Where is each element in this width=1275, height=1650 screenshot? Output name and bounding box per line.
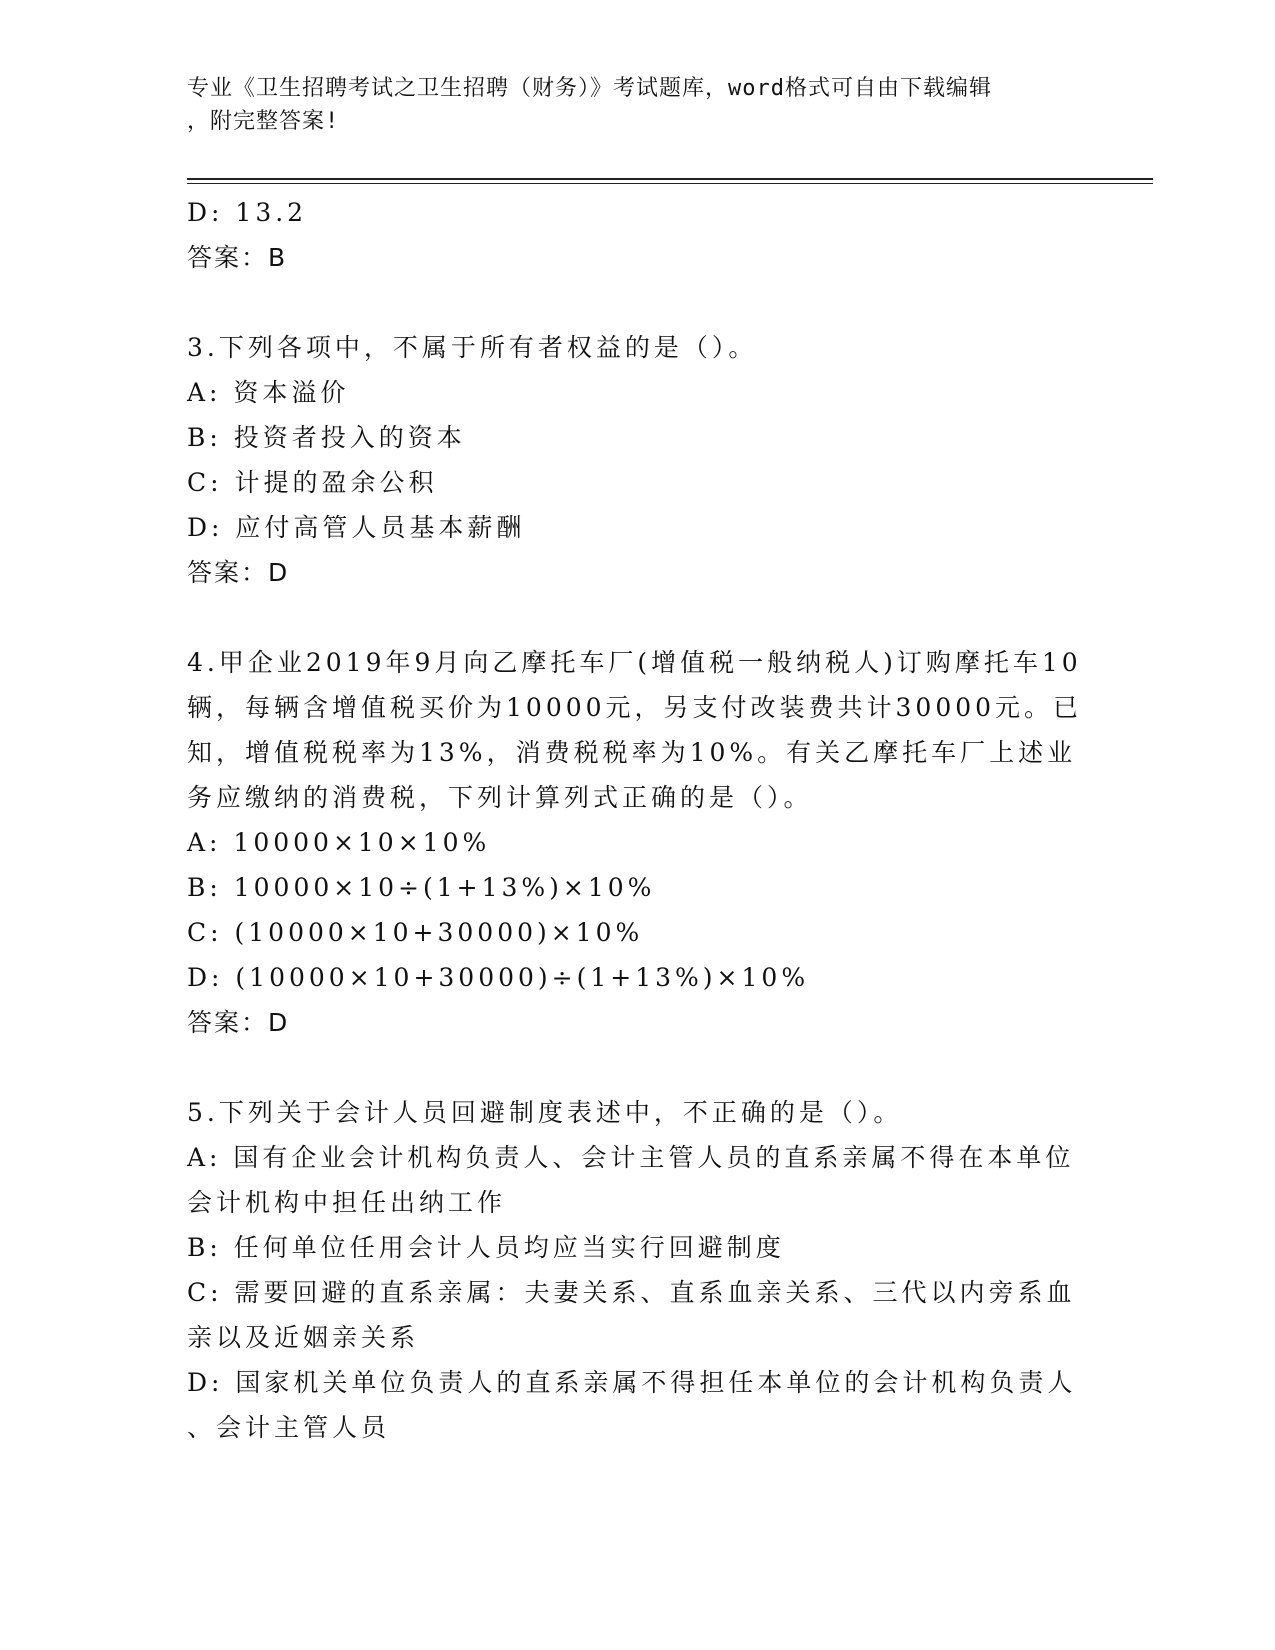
q4-question-line-2: 辆，每辆含增值税买价为10000元，另支付改装费共计30000元。已: [187, 693, 1083, 722]
q5-question: 5.下列关于会计人员回避制度表述中，不正确的是（）。: [187, 1098, 903, 1127]
q5-option-d-line-1: D: 国家机关单位负责人的直系亲属不得担任本单位的会计机构负责人: [187, 1368, 1077, 1397]
q5-option-c-line-2: 亲以及近姻亲关系: [187, 1323, 420, 1352]
header-divider: [187, 178, 1153, 180]
header-line-1: 专业《卫生招聘考试之卫生招聘（财务）》考试题库，word格式可自由下载编辑: [187, 76, 992, 101]
q4-option-d: D: (10000×10+30000)÷(1+13%)×10%: [187, 963, 810, 992]
prev-option-d: D: 13.2: [187, 198, 308, 227]
q5-option-a-line-2: 会计机构中担任出纳工作: [187, 1188, 507, 1217]
q5-option-d-line-2: 、会计主管人员: [187, 1413, 391, 1442]
q4-option-c: C: (10000×10+30000)×10%: [187, 918, 644, 947]
q5-option-c-line-1: C: 需要回避的直系亲属：夫妻关系、直系血亲关系、三代以内旁系血: [187, 1278, 1076, 1307]
spacer: [187, 595, 1087, 640]
spacer: [187, 280, 1087, 325]
q5-option-a-line-1: A: 国有企业会计机构负责人、会计主管人员的直系亲属不得在本单位: [187, 1143, 1075, 1172]
q4-question-line-4: 务应缴纳的消费税，下列计算列式正确的是（）。: [187, 783, 813, 812]
q5-option-b: B: 任何单位任用会计人员均应当实行回避制度: [187, 1233, 785, 1262]
q4-answer: 答案：D: [187, 1008, 290, 1037]
q4-question-line-1: 4.甲企业2019年9月向乙摩托车厂(增值税一般纳税人)订购摩托车10: [187, 648, 1082, 677]
q3-option-d: D: 应付高管人员基本薪酬: [187, 513, 526, 542]
header-line-2: ，附完整答案!: [187, 109, 340, 134]
q3-answer: 答案：D: [187, 558, 290, 587]
q3-question: 3.下列各项中，不属于所有者权益的是（）。: [187, 333, 758, 362]
q4-question-line-3: 知，增值税税率为13%，消费税税率为10%。有关乙摩托车厂上述业: [187, 738, 1077, 767]
question-list: [187, 190, 1087, 1450]
spacer: [187, 1045, 1087, 1090]
q4-option-b: B: 10000×10÷(1+13%)×10%: [187, 873, 656, 902]
q3-option-a: A: 资本溢价: [187, 378, 350, 407]
q3-option-b: B: 投资者投入的资本: [187, 423, 466, 452]
header-divider-thin: [187, 183, 1153, 184]
document-header: [187, 72, 1087, 138]
q4-option-a: A: 10000×10×10%: [187, 828, 491, 857]
q3-option-c: C: 计提的盈余公积: [187, 468, 438, 497]
prev-answer: 答案：B: [187, 243, 288, 272]
